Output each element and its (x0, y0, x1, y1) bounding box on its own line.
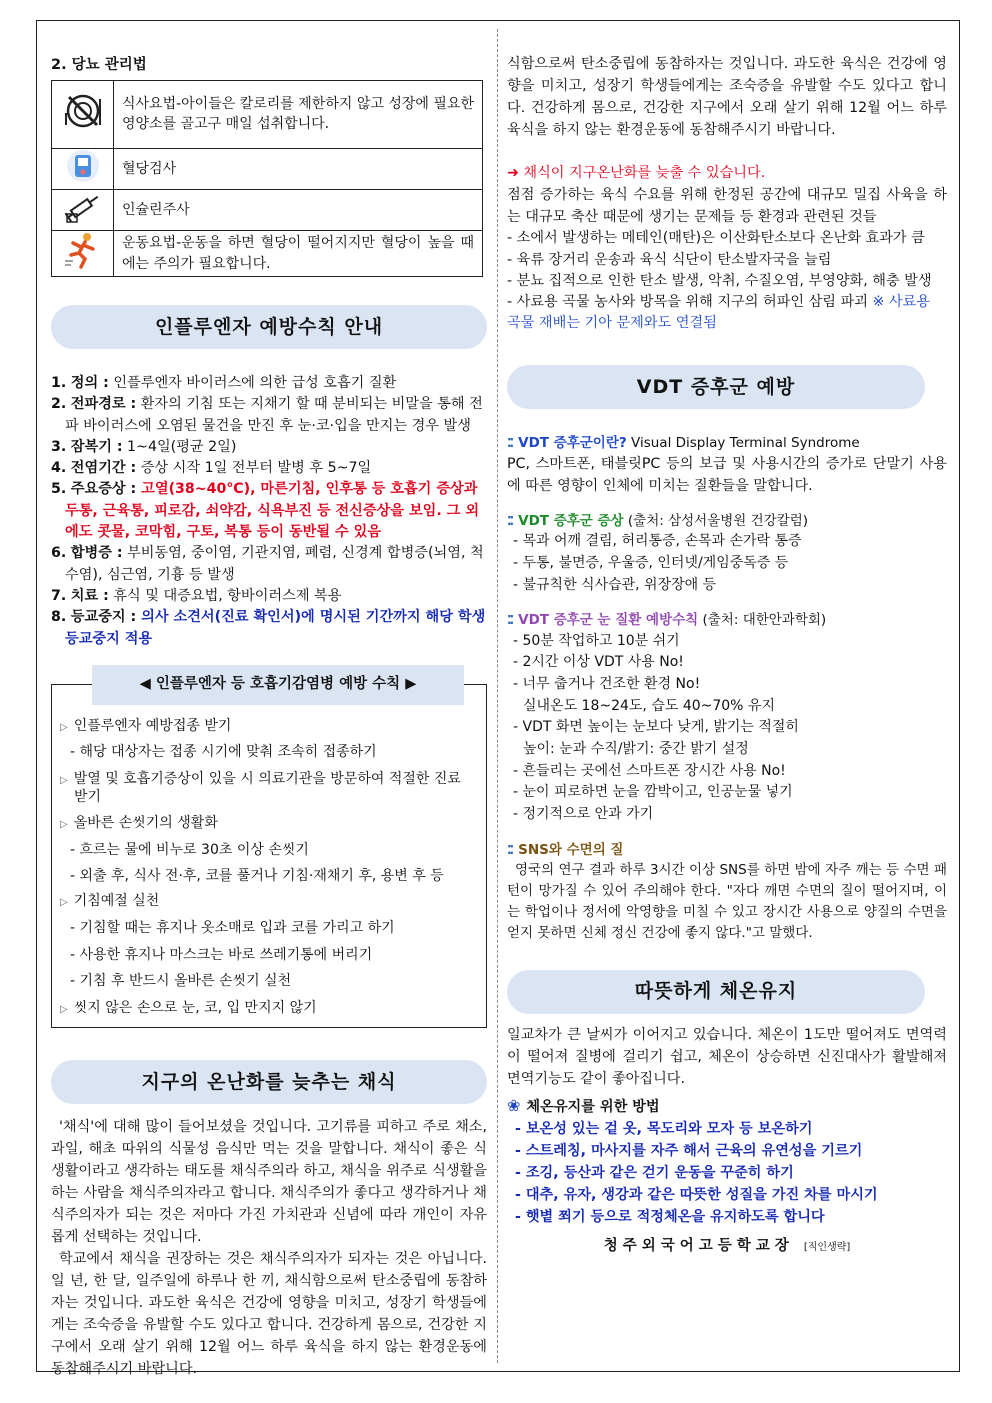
prevention-rules-box (51, 675, 487, 1029)
left-column (51, 21, 487, 1378)
list-item: - 정기적으로 안과 가기 (513, 806, 654, 823)
list-item: 6. 합병증 : 부비동염, 중이염, 기관지염, 폐렴, 신경계 합병증(뇌염, 척수염), 심근염, 기흉 등 발생 (51, 545, 484, 583)
table-row (52, 148, 483, 189)
list-item: - 대추, 유자, 생강과 같은 따뜻한 성질을 가진 차를 마시기 (515, 1187, 878, 1204)
list-item: - 햇볕 쬐기 등으로 적정체온을 유지하도록 합니다 (515, 1209, 825, 1226)
triangle-bullet-icon: ▷ (60, 897, 68, 909)
prevention-rules-title: ◀ 인플루엔자 등 호흡기감염병 예방 수칙 ▶ (92, 665, 464, 705)
list-item: - 흔들리는 곳에선 스마트폰 장시간 사용 No! (513, 762, 786, 779)
diabetes-table (51, 80, 483, 277)
warming-intro: 점점 증가하는 육식 수요를 위해 한정된 공간에 대규모 밀집 사육을 하는 대규모 축산 때문에 생기는 문제들 등 환경과 관련된 것들 (507, 187, 947, 226)
blood-sugar-test-text: 혈당검사 (114, 148, 483, 189)
list-item: 3. 잠복기 : 1~4일(평균 2일) (51, 438, 237, 455)
list-item: - 흐르는 물에 비누로 30초 이상 손씻기 (70, 841, 309, 858)
list-item: 높이: 눈과 수직/밝기: 중간 밝기 설정 (523, 741, 749, 758)
vdt-symptom-heading: ⁚⁚ VDT 증후군 증상 (출처: 삼성서울병원 건강칼럼) (507, 513, 809, 530)
warming-title: ➜ 채식이 지구온난화를 늦출 수 있습니다. (507, 165, 766, 181)
list-item: 5. 주요증상 : 고열(38~40℃), 마른기침, 인후통 등 호흡기 증상과 두통, 근육통, 피로감, 쇠약감, 식욕부진 등 전신증상을 보임. 그 외에도 콧물, 코막힘, 구토, 복통 등이 동반될 수 있음 (51, 481, 480, 541)
diabetes-title: 2. 당뇨 관리법 (51, 57, 147, 73)
list-item: - 사용한 휴지나 마스크는 바로 쓰레기통에 버리기 (70, 946, 373, 963)
list-item: 2. 전파경로 : 환자의 기침 또는 지채기 할 때 분비되는 비말을 통해 전파 바이러스에 오염된 물건을 만진 후 눈·코·입을 만지는 경우 발생 (51, 396, 483, 434)
paw-icon: ❀ (507, 1095, 521, 1115)
list-item: - 조깅, 등산과 같은 걷기 운동을 꾸준히 하기 (515, 1165, 794, 1182)
list-item: - 기침 후 반드시 올바른 손씻기 실천 (70, 973, 292, 990)
vdt-what-desc: PC, 스마트폰, 태블릿PC 등의 보급 및 사용시간의 증가로 단말기 사용에 따른 영향이 인체에 미치는 질환들을 말합니다. (507, 456, 947, 495)
syringe-icon (52, 190, 114, 231)
list-item: 실내온도 18~24도, 습도 40~70% 유지 (523, 697, 775, 714)
newsletter-page (36, 20, 960, 1378)
dots-icon: ⁚⁚ (507, 613, 513, 628)
flu-heading: 인플루엔자 예방수칙 안내 (51, 305, 487, 349)
column-divider (497, 29, 498, 1363)
list-item: - VDT 화면 높이는 눈보다 낮게, 밝기는 적절히 (513, 719, 799, 736)
vdt-heading: VDT 증후군 예방 (507, 365, 925, 409)
warm-method-heading: ❀ 체온유지를 위한 방법 (507, 1095, 660, 1115)
list-item: - 기침할 때는 휴지나 옷소매로 입과 코를 가리고 하기 (70, 919, 395, 936)
warm-method-list (507, 1118, 947, 1228)
list-item: 4. 전염기간 : 증상 시작 1일 전부터 발병 후 5~7일 (51, 460, 372, 477)
plate-icon (52, 80, 114, 148)
triangle-bullet-icon: ▷ (60, 721, 68, 733)
vdt-what-heading: ⁚⁚ VDT 증후군이란? Visual Display Terminal Syndrome (507, 434, 860, 451)
list-item: - 불규칙한 식사습관, 위장장애 등 (513, 576, 717, 593)
list-item: - 스트레칭, 마사지를 자주 해서 근육의 유연성을 기르기 (515, 1143, 863, 1160)
list-item: 8. 등교중지 : 의사 소견서(진료 확인서)에 명시된 기간까지 해당 학생 등교중지 적용 (51, 609, 486, 647)
warming-list (507, 228, 947, 334)
sns-heading: ⁚⁚ SNS와 수면의 질 (507, 841, 624, 858)
glucose-meter-icon (52, 148, 114, 189)
vdt-symptom-list (507, 531, 947, 596)
vegetarian-continued: 식함으로써 탄소중립에 동참하자는 것입니다. 과도한 육식은 건강에 영향을 미치고, 성장기 학생들에게는 조숙증을 유발할 수도 있다고 합니다. 건강하게 몸으로, 건강한 지구에서 오래 살기 위해 12월 어느 하루 육식을 하지 않는 환경운동에 동참해주시기 바랍니다. (507, 56, 947, 138)
list-item: - 사료용 곡물 농사와 방목을 위해 지구의 허파인 삼림 파괴 ※ 사료용 곡물 재배는 기아 문제와도 연결됨 (507, 294, 930, 332)
sns-text: 영국의 연구 결과 하루 3시간 이상 SNS를 하면 밤에 자주 깨는 등 수면 패턴이 망가질 수 있어 주의해야 한다. "자다 깨면 수면의 질이 떨어지며, 이는 학업이나 정서에 악영향을 미칠 수 있고 장시간 사용으로 양질의 수면을 얻지 못하면 신체 정신 건강에 좋지 않다."고 말했다. (507, 862, 947, 941)
table-row (52, 231, 483, 277)
list-item: - 육류 장거리 운송과 육식 식단이 탄소발자국을 늘림 (507, 251, 832, 268)
triangle-bullet-icon: ▷ (60, 774, 68, 786)
list-item: - 해당 대상자는 접종 시기에 맞춰 조속히 접종하기 (70, 744, 377, 761)
list-item: - 보온성 있는 겉 옷, 목도리와 모자 등 보온하기 (515, 1121, 813, 1138)
prevention-rules-list (60, 713, 478, 1022)
list-item: - 50분 작업하고 10분 쉬기 (513, 632, 680, 649)
exercise-therapy-text: 운동요법-운동을 하면 혈당이 떨어지지만 혈당이 높을 때에는 주의가 필요합니다. (114, 231, 483, 277)
list-item: 1. 정의 : 인플루엔자 바이러스에 의한 급성 호흡기 질환 (51, 374, 397, 391)
dots-icon: ⁚⁚ (507, 842, 513, 857)
vegetarian-paragraph-2: 학교에서 채식을 권장하는 것은 채식주의자가 되자는 것은 아닙니다. 일 년, 한 달, 일주일에 하루나 한 끼, 채식함으로써 탄소중립에 동참하자는 것입니다. 과도한 육식은 건강에 영향을 미치고, 성장기 학생들에게는 조숙증을 유발할 수도 있다고 합니다. 건강하게 몸으로, 건강한 지구에서 오래 살기 위해 12월 어느 하루 육식을 하지 않는 환경운동에 동참해주시기 바랍니다. (51, 1251, 487, 1378)
list-item: ▷ 올바른 손씻기의 생활화 (60, 815, 218, 832)
diet-therapy-text: 식사요법-아이들은 칼로리를 제한하지 않고 성장에 필요한 영양소를 골고구 매일 섭취합니다. (114, 80, 483, 148)
table-row (52, 80, 483, 148)
list-item: - 외출 후, 식사 전·후, 코를 풀거나 기침·재채기 후, 용변 후 등 (70, 867, 444, 884)
dots-icon: ⁚⁚ (507, 514, 513, 529)
dots-icon: ⁚⁚ (507, 435, 513, 450)
flu-list (51, 373, 487, 650)
running-person-icon (52, 231, 114, 277)
list-item: ▷ 씻지 않은 손으로 눈, 코, 입 만지지 않기 (60, 999, 317, 1016)
triangle-bullet-icon: ▷ (60, 1003, 68, 1015)
warm-intro: 일교차가 큰 날씨가 이어지고 있습니다. 체온이 1도만 떨어져도 면역력이 떨어져 질병에 걸리기 쉽고, 체온이 상승하면 신진대사가 활발해져 면역기능도 같이 좋아집니다. (507, 1026, 947, 1087)
list-item: 7. 치료 : 휴식 및 대증요법, 항바이러스제 복용 (51, 587, 342, 604)
school-signature: 청주외국어고등학교장 [직인생략] (603, 1238, 851, 1255)
list-item: - 소에서 발생하는 메테인(매탄)은 이산화탄소보다 온난화 효과가 큼 (507, 230, 925, 247)
triangle-bullet-icon: ▷ (60, 819, 68, 831)
list-item: ▷ 기침예절 실천 (60, 893, 160, 910)
list-item: - 2시간 이상 VDT 사용 No! (513, 654, 684, 671)
list-item: - 분뇨 집적으로 인한 탄소 발생, 악취, 수질오염, 부영양화, 해충 발생 (507, 272, 932, 289)
list-item: ▷ 인플루엔자 예방접종 받기 (60, 717, 232, 734)
vegetarian-paragraph-1: '채식'에 대해 많이 들어보셨을 것입니다. 고기류를 피하고 주로 채소, 과일, 해초 따위의 식물성 음식만 먹는 것을 말합니다. 채식이 좋은 식생활이라고 생각하는 태도를 채식주의라 하고, 채식을 위주로 식생활을 하는 사람을 채식주의자라고 합니다. 채식주의가 좋다고 생각하거나 채식주의자가 되는 것은 저마다 가진 가치관과 신념에 따라 개인이 자유롭게 선택하는 것입니다. (51, 1119, 487, 1246)
list-item: - 눈이 피로하면 눈을 깜박이고, 인공눈물 넣기 (513, 784, 793, 801)
list-item: - 목과 어깨 결림, 허리통증, 손목과 손가락 통증 (513, 533, 802, 550)
warm-heading: 따뜻하게 체온유지 (507, 970, 925, 1014)
list-item: - 두통, 불면증, 우울증, 인터넷/게임중독증 등 (513, 554, 789, 571)
table-row (52, 190, 483, 231)
list-item: ▷ 발열 및 호흡기증상이 있을 시 의료기관을 방문하여 적절한 진료 받기 (60, 770, 461, 806)
vdt-eye-heading: ⁚⁚ VDT 증후군 눈 질환 예방수칙 (출처: 대한안과학회) (507, 612, 827, 629)
list-item: - 너무 춥거나 건조한 환경 No! (513, 675, 701, 692)
right-column (507, 21, 947, 1371)
insulin-injection-text: 인슐린주사 (114, 190, 483, 231)
vegetarian-heading: 지구의 온난화를 늦추는 채식 (51, 1060, 487, 1104)
vdt-eye-list (507, 631, 947, 826)
